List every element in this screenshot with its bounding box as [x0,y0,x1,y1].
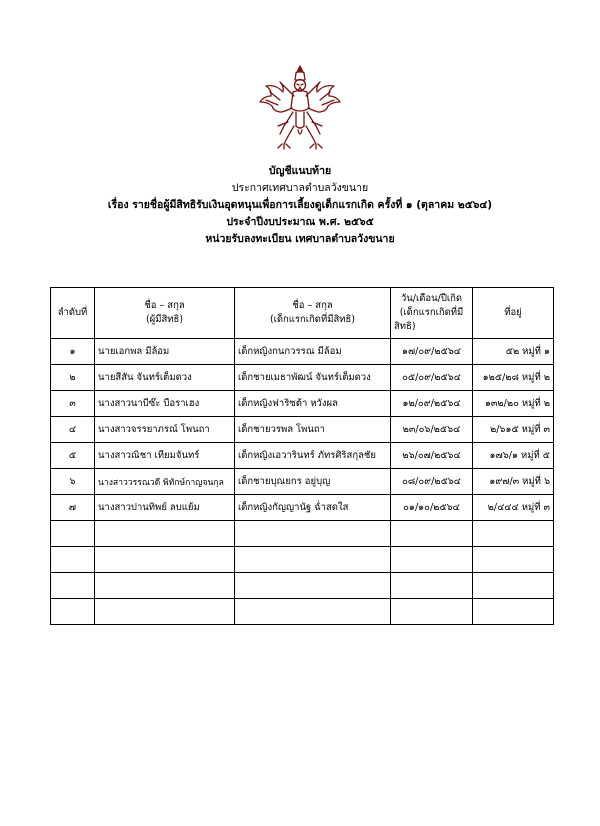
address: ๑๒๕/๒๘ หมู่ที่ ๒ [473,365,554,391]
table-row [51,339,554,365]
row-no: ๖ [51,469,95,495]
child-name: เด็กชายเมธาพัฒน์ จันทร์เต็มดวง [235,365,391,391]
child-name: เด็กหญิงกัญญานัฐ ฉ่ำสดใส [235,495,391,521]
garuda-emblem-icon [258,64,342,150]
header-birth-date: วัน/เดือน/ปีเกิด (เด็กแรกเกิดที่มี สิทธิ) [391,288,473,339]
row-no: ๗ [51,495,95,521]
address: ๑๙๗/๓ หมู่ที่ ๖ [473,469,554,495]
parent-name: นางสาววรรณวดี พิทักษ์กาญจนกุล [95,469,235,495]
row-no: ๑ [51,339,95,365]
address: ๕๒ หมู่ที่ ๑ [473,339,554,365]
row-no: ๓ [51,391,95,417]
birth-date: ๑๗/๐๙/๒๕๖๔ [391,339,473,365]
birth-date: ๑๒/๐๙/๒๕๖๔ [391,391,473,417]
table-row [51,391,554,417]
header-no: ลำดับที่ [51,288,95,339]
table-row [51,469,554,495]
subject-line: เรื่อง รายชื่อผู้มีสิทธิรับเงินอุดหนุนเพื่อการเลี้ยงดูเด็กแรกเกิด ครั้งที่ ๑ (ตุลาคม ๒๕๖๔) [107,199,493,211]
child-name: เด็กหญิงกนกวรรณ มีล้อม [235,339,391,365]
parent-name: นางสาวจรรยาภรณ์ โพนถา [95,417,235,443]
table-row [51,495,554,521]
empty-row [51,547,554,573]
document-title: บัญชีแนบท้าย [268,165,332,177]
parent-name: นางสาวนาบีซ๊ะ บือราเฮง [95,391,235,417]
table-header-row [51,288,554,339]
empty-row [51,599,554,625]
child-name: เด็กหญิงฟาริซต้า หวังผล [235,391,391,417]
birth-date: ๐๘/๐๙/๒๕๖๔ [391,469,473,495]
address: ๒/๖๑๕ หมู่ที่ ๓ [473,417,554,443]
header-address: ที่อยู่ [473,288,554,339]
row-no: ๕ [51,443,95,469]
parent-name: นายเอกพล มีล้อม [95,339,235,365]
parent-name: นางสาวณิชา เทียมจันทร์ [95,443,235,469]
birth-date: ๒๖/๐๗/๒๕๖๔ [391,443,473,469]
table-row [51,365,554,391]
header-parent-name: ชื่อ – สกุล (ผู้มีสิทธิ) [95,288,235,339]
parent-name: นางสาวปานทิพย์ ลบแย้ม [95,495,235,521]
empty-row [51,521,554,547]
birth-date: ๒๓/๐๖/๒๕๖๔ [391,417,473,443]
birth-date: ๐๕/๐๙/๒๕๖๔ [391,365,473,391]
registration-unit-line: หน่วยรับลงทะเบียน เทศบาลตำบลวังขนาย [205,233,395,245]
header-child-name: ชื่อ – สกุล (เด็กแรกเกิดที่มีสิทธิ) [235,288,391,339]
table-row [51,417,554,443]
row-no: ๒ [51,365,95,391]
address: ๑๗๖/๑ หมู่ที่ ๕ [473,443,554,469]
birth-date: ๐๑/๑๐/๒๕๖๔ [391,495,473,521]
child-name: เด็กชายบุณยกร อยู่บุญ [235,469,391,495]
row-no: ๔ [51,417,95,443]
announcement-title: ประกาศเทศบาลตำบลวังขนาย [231,182,369,194]
child-name: เด็กชายวรพล โพนถา [235,417,391,443]
fiscal-year-line: ประจำปีงบประมาณ พ.ศ. ๒๕๖๕ [226,216,374,228]
empty-row [51,573,554,599]
address: ๒/๔๔๔ หมู่ที่ ๓ [473,495,554,521]
parent-name: นายสีสัน จันทร์เต็มดวง [95,365,235,391]
child-name: เด็กหญิงเอวารินทร์ ภัทรศิริสกุลชัย [235,443,391,469]
beneficiary-table [50,287,554,625]
table-row [51,443,554,469]
address: ๑๓๒/๒๐ หมู่ที่ ๒ [473,391,554,417]
